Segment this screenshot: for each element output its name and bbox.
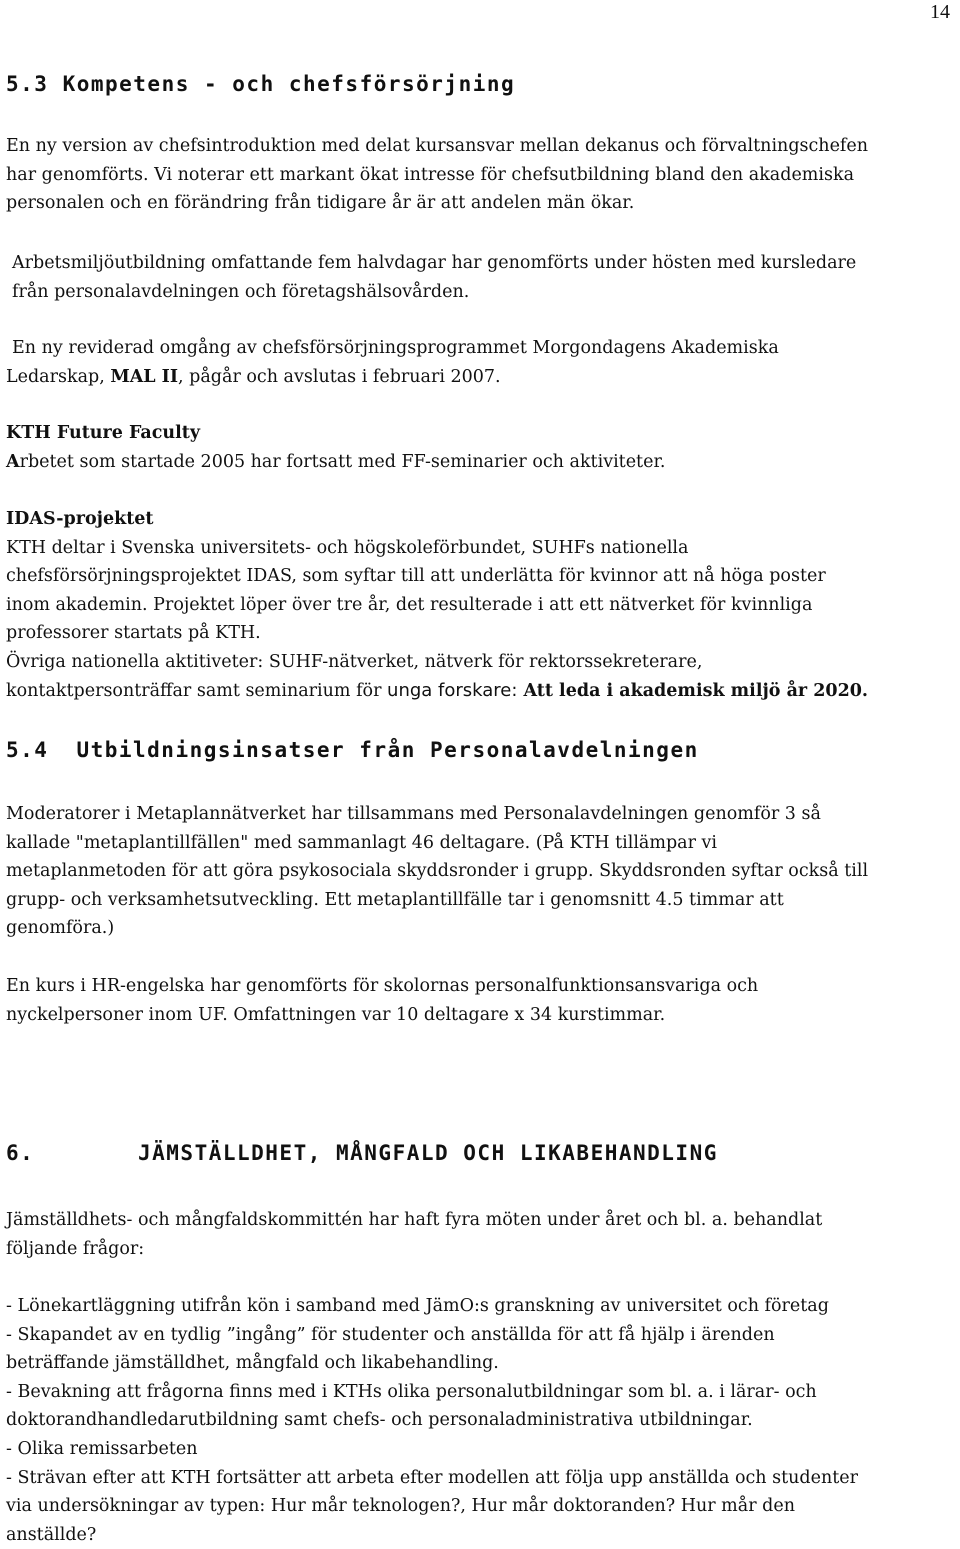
text-line <box>6 363 956 392</box>
text-line: Övriga nationella aktitiveter: SUHF-nätverket, nätverk för rektorssekreterare, <box>6 651 703 672</box>
list-item: - Strävan efter att KTH fortsätter att arbeta efter modellen att följa upp anställda och studenter <box>6 1467 858 1488</box>
text-line: har genomförts. Vi noterar ett markant ökat intresse för chefsutbildning bland den akademiska <box>6 164 855 185</box>
paragraph-arbetsmiljoutbildning <box>12 249 960 306</box>
text-line: Moderatorer i Metaplannätverket har tillsammans med Personalavdelningen genomför 3 så <box>6 804 821 824</box>
drop-letter: A <box>6 451 20 472</box>
text-line: genomföra.) <box>6 918 115 939</box>
text-span: , pågår och avslutas i februari 2007. <box>178 366 501 387</box>
text-line <box>6 448 956 477</box>
text-line: chefsförsörjningsprojektet IDAS, som syftar till att underlätta för kvinnor att nå höga poster <box>6 566 826 587</box>
text-span-sans: unga forskare: <box>387 679 518 701</box>
text-span-bold: Att leda i akademisk miljö år 2020. <box>517 680 869 701</box>
list-item: - Bevakning att frågorna finns med i KTHs olika personalutbildningar som bl. a. i lärar- och <box>6 1381 817 1402</box>
text-line: grupp- och verksamhetsutveckling. Ett metaplantillfälle tar i genomsnitt 4.5 timmar att <box>6 889 784 910</box>
section-heading-5-3: 5.3 Kompetens - och chefsförsörjning <box>6 72 516 96</box>
list-item: anställde? <box>6 1524 97 1545</box>
paragraph-mal-ii <box>6 334 956 391</box>
section-heading-6 <box>6 1141 718 1165</box>
text-line: Arbetsmiljöutbildning omfattande fem halvdagar har genomförts under hösten med kursledare <box>12 253 857 273</box>
paragraph-jamstalldhet-intro <box>6 1206 956 1263</box>
text-line: följande frågor: <box>6 1238 145 1259</box>
list-jamstalldhet-items <box>6 1292 956 1549</box>
subheading-idas: IDAS-projektet <box>6 509 154 529</box>
list-item: beträffande jämställdhet, mångfald och likabehandling. <box>6 1353 499 1374</box>
text-line: kallade "metaplantillfällen" med sammanlagt 46 deltagare. (På KTH tillämpar vi <box>6 832 717 853</box>
text-line: KTH deltar i Svenska universitets- och högskoleförbundet, SUHFs nationella <box>6 537 689 558</box>
text-line: En kurs i HR-engelska har genomförts för skolornas personalfunktionsansvariga och <box>6 976 759 996</box>
text-line: nyckelpersoner inom UF. Omfattningen var 10 deltagare x 34 kurstimmar. <box>6 1004 666 1025</box>
text-line: metaplanmetoden för att göra psykosociala skyddsronder i grupp. Skyddsronden syftar också till <box>6 861 869 882</box>
idas-block <box>6 505 956 705</box>
text-span: kontaktpersonträffar samt seminarium för <box>6 680 388 701</box>
text-line: inom akademin. Projektet löper över tre år, det resulterade i att ett nätverket för kvinnliga <box>6 594 813 615</box>
text-line: En ny reviderad omgång av chefsförsörjningsprogrammet Morgondagens Akademiska <box>12 338 779 358</box>
heading-number: 6. <box>6 1141 35 1165</box>
text-line <box>6 677 956 706</box>
paragraph-chefsintroduktion <box>6 132 956 218</box>
mal-ii-bold: MAL II <box>110 366 179 387</box>
list-item: - Skapandet av en tydlig ”ingång” för studenter och anställda för att få hjälp i ärenden <box>6 1324 775 1345</box>
text-line: personalen och en förändring från tidigare år är att andelen män ökar. <box>6 193 635 214</box>
section-heading-5-4 <box>6 738 699 762</box>
subheading-kth-future-faculty: KTH Future Faculty <box>6 423 201 443</box>
heading-text: Utbildningsinsatser från Personalavdelningen <box>76 738 699 762</box>
text-line: Jämställdhets- och mångfaldskommittén har haft fyra möten under året och bl. a. behandlat <box>6 1210 823 1230</box>
text-span: rbetet som startade 2005 har fortsatt med FF-seminarier och aktiviteter. <box>19 451 666 472</box>
text-line: professorer startats på KTH. <box>6 623 261 644</box>
paragraph-metaplan <box>6 800 956 943</box>
list-item: - Lönekartläggning utifrån kön i samband med JämO:s granskning av universitet och företag <box>6 1296 829 1316</box>
page-number: 14 <box>930 1 950 23</box>
heading-text: JÄMSTÄLLDHET, MÅNGFALD OCH LIKABEHANDLING <box>138 1141 718 1165</box>
kth-future-faculty-block <box>6 419 956 476</box>
list-item: via undersökningar av typen: Hur mår teknologen?, Hur mår doktoranden? Hur mår den <box>6 1496 795 1517</box>
paragraph-hr-engelska <box>6 972 956 1029</box>
list-item: - Olika remissarbeten <box>6 1438 198 1459</box>
text-span: Ledarskap, <box>6 366 111 387</box>
text-line: från personalavdelningen och företagshälsovården. <box>12 281 470 302</box>
text-line: En ny version av chefsintroduktion med delat kursansvar mellan dekanus och förvaltningschefen <box>6 136 869 156</box>
list-item: doktorandhandledarutbildning samt chefs- och personaladministrativa utbildningar. <box>6 1410 753 1431</box>
heading-number: 5.4 <box>6 738 49 762</box>
